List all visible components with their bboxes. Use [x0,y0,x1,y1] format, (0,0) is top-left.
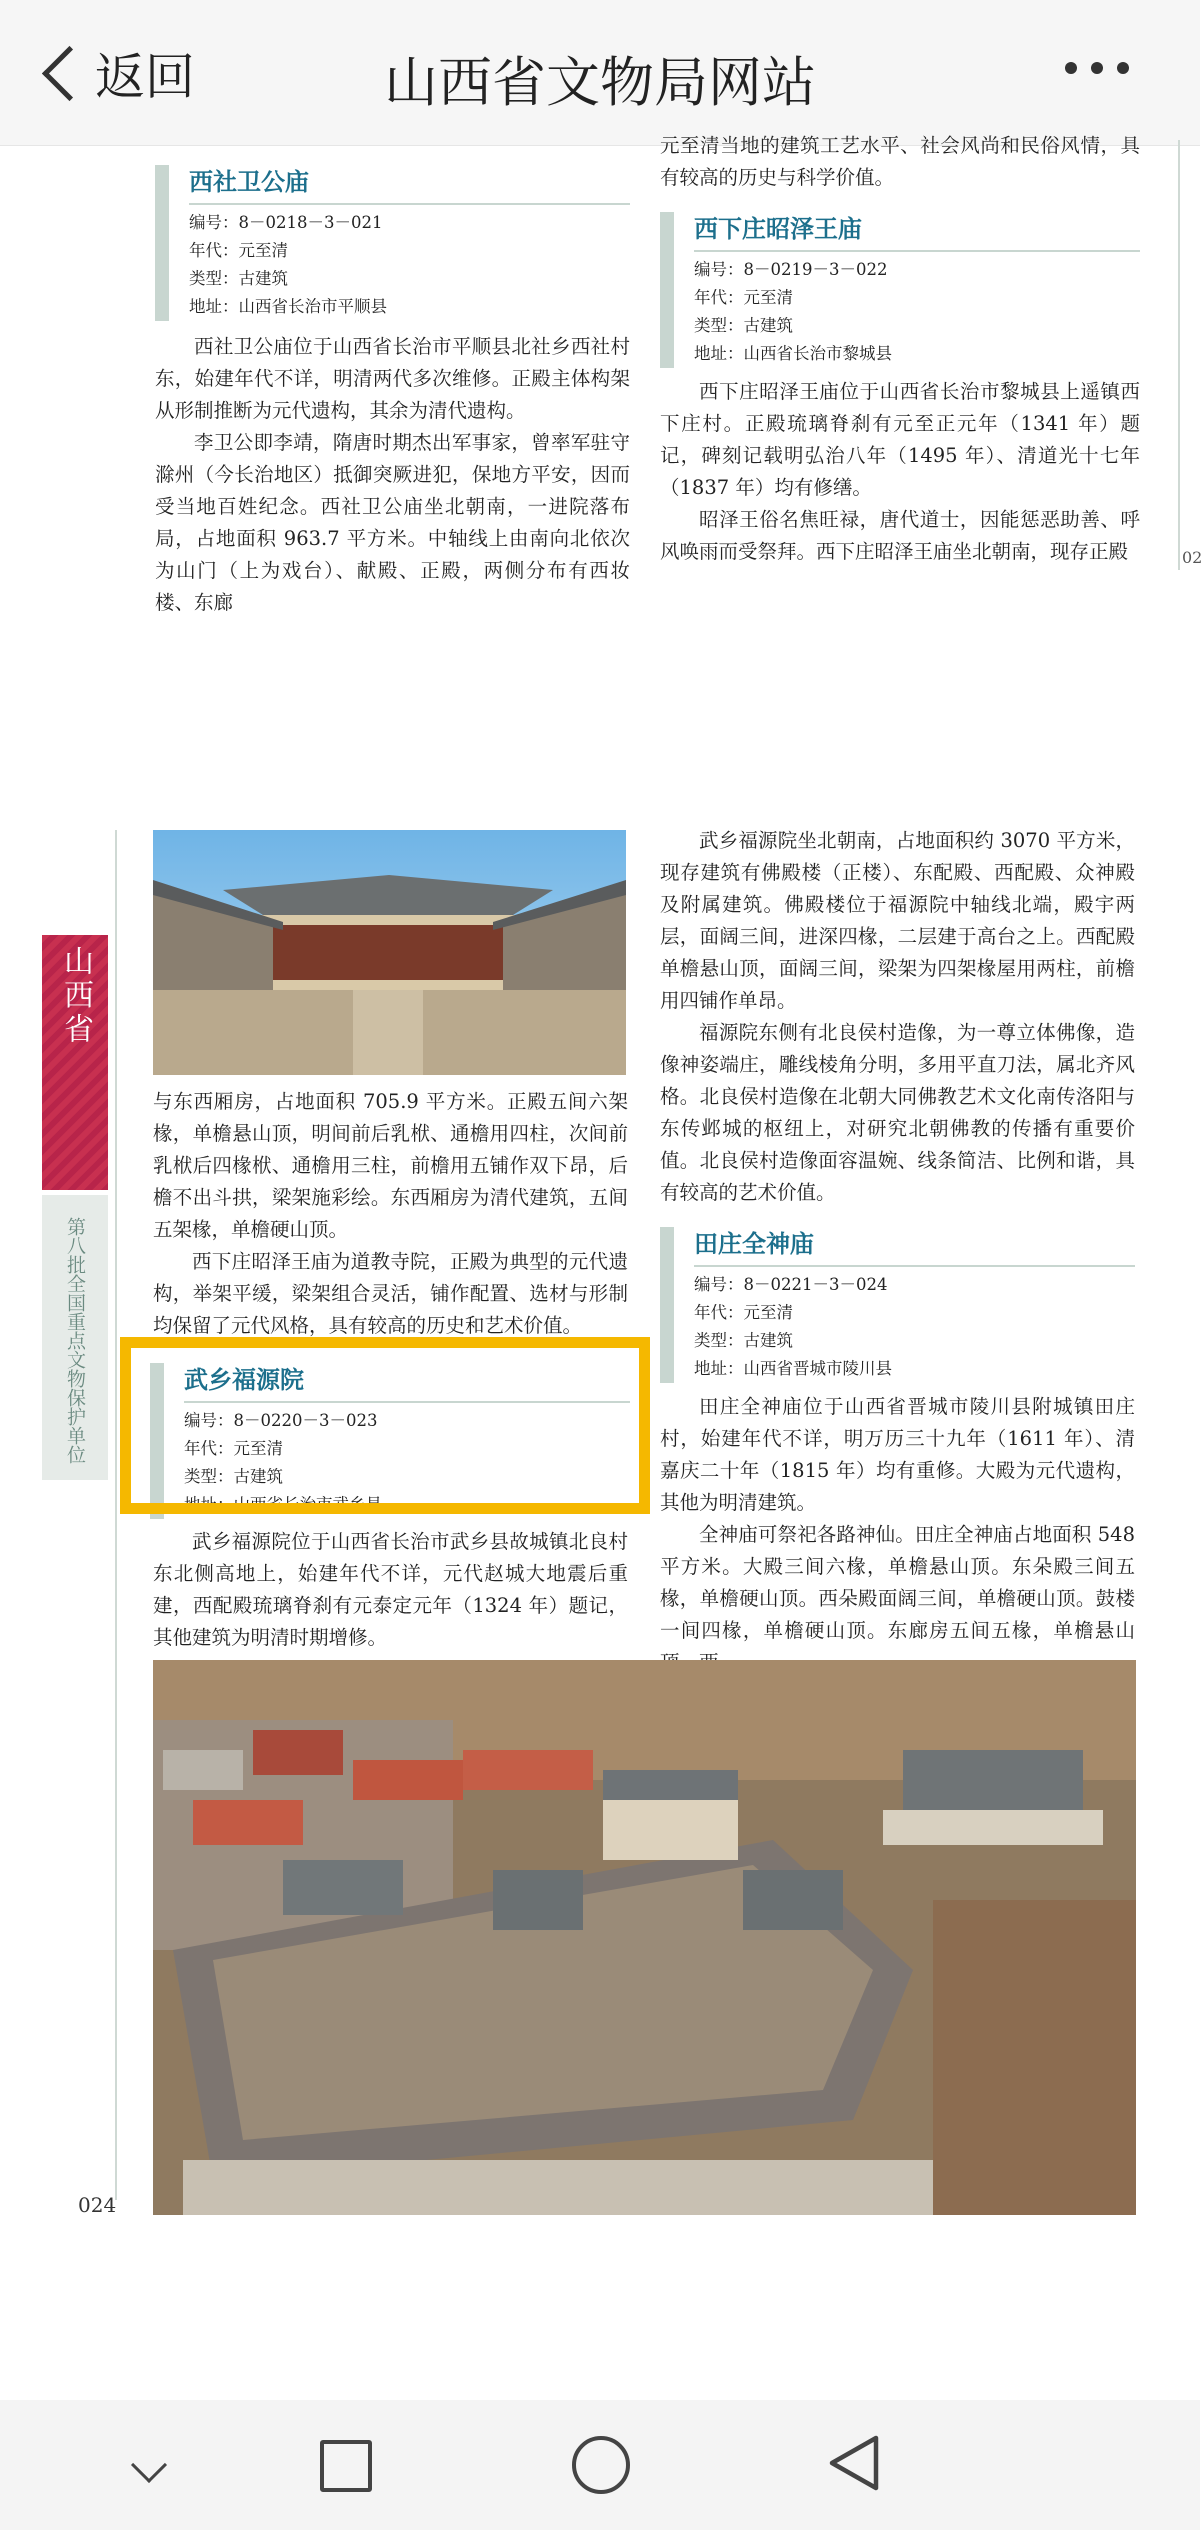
entry-address: 地址：山西省晋城市陵川县 [694,1359,892,1378]
highlight-box [120,1337,650,1514]
entry-address: 地址：山西省长治市黎城县 [694,344,892,363]
more-options-icon[interactable] [1065,62,1129,74]
top-page-right-column [660,130,1140,568]
entry-number: 编号：8－0221－3－024 [694,1275,888,1294]
back-button[interactable] [38,38,195,108]
entry-number: 编号：8－0220－3－023 [184,1411,378,1430]
entry-type: 类型：古建筑 [189,269,288,288]
chevron-left-icon [42,45,97,100]
temple-courtyard-photo [153,830,626,1075]
entry-card [660,1227,1135,1383]
paragraph: 李卫公即李靖，隋唐时期杰出军事家，曾率军驻守滁州（今长治地区）抵御突厥进犯，保地方平安，因而受当地百姓纪念。西社卫公庙坐北朝南，一进院落布局，占地面积 963.7 平方米。中轴线上由南向北依次为山门（上为戏台）、献殿、正殿，两侧分布有西妆楼、东廊 [155,431,630,614]
top-page-left-column [155,165,630,619]
paragraph: 西社卫公庙位于山西省长治市平顺县北社乡西社村东，始建年代不详，明清两代多次维修。正殿主体构架从形制推断为元代遗构，其余为清代遗构。 [155,335,630,422]
main-left-column [153,1086,628,1342]
entry-era: 年代：元至清 [694,288,793,307]
back-nav-button[interactable] [828,2434,880,2496]
entry-number: 编号：8－0218－3－021 [189,213,383,232]
entry-number: 编号：8－0219－3－022 [694,260,888,279]
paragraph: 田庄全神庙位于山西省晋城市陵川县附城镇田庄村，始建年代不详，明万历三十九年（1611 年）、清嘉庆二十年（1815 年）均有重修。大殿为元代遗构，其他为明清建筑。 [660,1395,1135,1514]
paragraph: 西下庄昭泽王庙为道教寺院，正殿为典型的元代遗构，举架平缓，梁架组合灵活，铺作配置、选材与形制均保留了元代风格，具有较高的历史和艺术价值。 [153,1250,628,1337]
paragraph: 武乡福源院位于山西省长治市武乡县故城镇北良村东北侧高地上，始建年代不详，元代赵城大地震后重建，西配殿琉璃脊刹有元泰定元年（1324 年）题记，其他建筑为明清时期增修。 [153,1530,628,1649]
page-number: 024 [78,2193,117,2217]
paragraph: 昭泽王俗名焦旺禄，唐代道士，因能惩恶助善、呼风唤雨而受祭拜。西下庄昭泽王庙坐北朝南，现存正殿 [660,508,1140,563]
entry-address: 地址：山西省长治市武乡县 [184,1495,382,1514]
entry-card [660,212,1140,368]
entry-era: 年代：元至清 [694,1303,793,1322]
entry-type: 类型：古建筑 [184,1467,283,1486]
paragraph: 武乡福源院坐北朝南，占地面积约 3070 平方米，现存建筑有佛殿楼（正楼）、东配殿、西配殿、众神殿及附属建筑。佛殿楼位于福源院中轴线北端，殿宇两层，面阔三间，进深四椽，二层建于高台之上。西配殿单檐悬山顶，面阔三间，梁架为四架椽屋用两柱，前檐用四铺作单昂。 [660,829,1135,1012]
main-left-after [153,1526,628,1654]
entry-era: 年代：元至清 [189,241,288,260]
entry-type: 类型：古建筑 [694,1331,793,1350]
recent-apps-button[interactable] [320,2440,372,2492]
entry-era: 年代：元至清 [184,1439,283,1458]
aerial-temple-photo [153,1660,1136,2215]
entry-title: 武乡福源院 [184,1363,630,1403]
entry-address: 地址：山西省长治市平顺县 [189,297,387,316]
page-edge-number: 02 [1182,548,1202,567]
page-edge-line [1178,140,1180,570]
margin-line [115,830,117,2200]
paragraph: 元至清当地的建筑工艺水平、社会风尚和民俗风情，具有较高的历史与科学价值。 [660,134,1140,189]
main-right-column [660,825,1135,1679]
home-button[interactable] [572,2436,630,2494]
page-title: 山西省文物局网站 [384,51,816,114]
back-label: 返回 [95,48,195,106]
batch-label: 第八批全国重点文物保护单位 [64,1216,86,1464]
paragraph: 西下庄昭泽王庙位于山西省长治市黎城县上遥镇西下庄村。正殿琉璃脊刹有元至正元年（1341 年）题记，碑刻记载明弘治八年（1495 年）、清道光十七年（1837 年）均有修缮。 [660,380,1140,499]
entry-type: 类型：古建筑 [694,316,793,335]
province-label: 山西省 [58,945,93,1047]
paragraph: 与东西厢房，占地面积 705.9 平方米。正殿五间六架椽，单檐悬山顶，明间前后乳栿、通檐用四柱，次间前乳栿后四椽栿、通檐用三柱，前檐用五铺作双下昂，后檐不出斗拱，梁架施彩绘。东西厢房为清代建筑，五间五架椽，单檐硬山顶。 [153,1090,628,1241]
entry-title: 田庄全神庙 [694,1227,1135,1267]
paragraph: 全神庙可祭祀各路神仙。田庄全神庙占地面积 548 平方米。大殿三间六椽，单檐悬山顶。东朵殿三间五椽，单檐硬山顶。西朵殿面阔三间，单檐硬山顶。鼓楼一间四椽，单檐硬山顶。东廊房五间五椽，单檐悬山 [660,1523,1135,1642]
entry-card [155,165,630,321]
paragraph: 福源院东侧有北良侯村造像，为一尊立体佛像，造像神姿端庄，雕线棱角分明，多用平直刀法，属北齐风格。北良侯村造像在北朝大同佛教艺术文化南传洛阳与东传邺城的枢纽上，对研究北朝佛教的传播有重要价值。北良侯村造像面容温婉、线条简洁、比例和谐，具有较高的艺术价值。 [660,1021,1135,1204]
entry-title: 西社卫公庙 [189,165,630,205]
entry-title: 西下庄昭泽王庙 [694,212,1140,252]
